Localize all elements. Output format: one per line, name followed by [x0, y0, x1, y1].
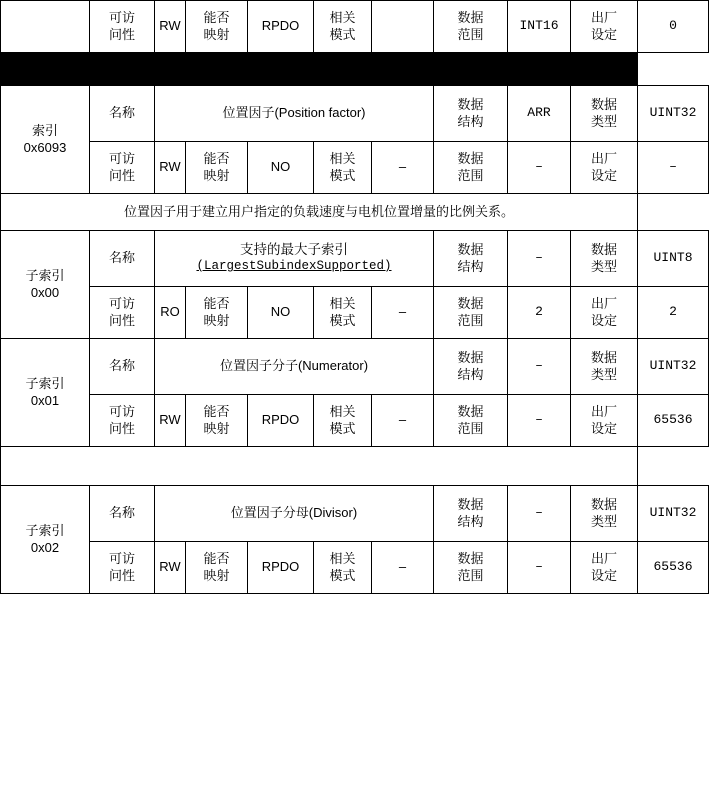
mappable-label-line1: 能否 [203, 404, 230, 420]
data-range-label-line2: 范围 [457, 420, 484, 436]
related-mode-label [314, 542, 372, 594]
mappable-label-line2: 映射 [203, 567, 230, 583]
data-structure-value: – [508, 339, 571, 395]
factory-value: 65536 [638, 542, 709, 594]
mappable-label-line2: 映射 [203, 26, 230, 42]
related-mode-label [314, 287, 372, 339]
table-row-name [1, 231, 709, 287]
data-range-label [434, 1, 508, 53]
data-range-label-line1: 数据 [457, 296, 484, 312]
table-row-name [1, 86, 709, 142]
factory-value: 2 [638, 287, 709, 339]
mappable-label-line2: 映射 [203, 420, 230, 436]
access-label-line1: 可访 [108, 551, 135, 567]
related-mode-value: – [372, 287, 434, 339]
mappable-label-line1: 能否 [203, 296, 230, 312]
data-range-label-line1: 数据 [457, 404, 484, 420]
data-range-label-line1: 数据 [457, 151, 484, 167]
mappable-label [186, 142, 248, 194]
index-cell-line2: 0x01 [30, 392, 60, 408]
access-value: RW [155, 142, 186, 194]
table-row-access [1, 1, 709, 53]
factory-label-line1: 出厂 [590, 551, 617, 567]
related-mode-value: – [372, 542, 434, 594]
name-label: 名称 [90, 339, 155, 395]
factory-label-line2: 设定 [590, 26, 617, 42]
index-cell-line1: 子索引 [25, 523, 65, 539]
mappable-label [186, 395, 248, 447]
index-cell [1, 486, 90, 594]
data-range-value: – [508, 142, 571, 194]
access-label-line2: 问性 [108, 567, 135, 583]
factory-label [571, 542, 638, 594]
factory-value: – [638, 142, 709, 194]
mappable-label-line1: 能否 [203, 151, 230, 167]
data-structure-value: – [508, 231, 571, 287]
index-cell [1, 231, 90, 339]
data-type-label [571, 86, 638, 142]
data-structure-label-line1: 数据 [457, 242, 484, 258]
related-mode-label-line2: 模式 [329, 312, 356, 328]
name-label: 名称 [90, 231, 155, 287]
related-mode-label [314, 395, 372, 447]
factory-label [571, 1, 638, 53]
data-type-label-line1: 数据 [590, 242, 617, 258]
index-cell [1, 1, 90, 53]
data-structure-value: – [508, 486, 571, 542]
index-cell-line2: 0x02 [30, 539, 60, 555]
factory-label [571, 287, 638, 339]
factory-label-line1: 出厂 [590, 296, 617, 312]
data-type-label-line2: 类型 [590, 513, 617, 529]
access-value: RW [155, 1, 186, 53]
data-structure-label [434, 486, 508, 542]
index-cell-line2: 0x6093 [23, 139, 67, 155]
factory-label-line1: 出厂 [590, 10, 617, 26]
factory-label-line1: 出厂 [590, 151, 617, 167]
related-mode-label-line2: 模式 [329, 26, 356, 42]
data-type-label-line2: 类型 [590, 366, 617, 382]
related-mode-value: – [372, 142, 434, 194]
mappable-label-line2: 映射 [203, 167, 230, 183]
name-value-cn: 支持的最大子索引 [240, 242, 348, 258]
mappable-label-line1: 能否 [203, 551, 230, 567]
access-label-line2: 问性 [108, 312, 135, 328]
related-mode-label-line1: 相关 [329, 151, 356, 167]
data-range-label [434, 542, 508, 594]
access-label-line2: 问性 [108, 26, 135, 42]
data-range-label [434, 142, 508, 194]
mappable-label-line2: 映射 [203, 312, 230, 328]
related-mode-label-line2: 模式 [329, 567, 356, 583]
data-structure-label-line2: 结构 [457, 513, 484, 529]
index-cell-line1: 索引 [31, 123, 58, 139]
access-value: RW [155, 542, 186, 594]
data-structure-label-line1: 数据 [457, 97, 484, 113]
related-mode-value: – [372, 395, 434, 447]
access-label-line1: 可访 [108, 10, 135, 26]
data-range-label [434, 287, 508, 339]
data-range-label-line2: 范围 [457, 26, 484, 42]
data-structure-label [434, 86, 508, 142]
name-label: 名称 [90, 86, 155, 142]
table-row-note [1, 194, 709, 231]
data-type-label-line2: 类型 [590, 113, 617, 129]
access-value: RO [155, 287, 186, 339]
name-value-en: (LargestSubindexSupported) [196, 259, 392, 274]
access-label-line2: 问性 [108, 420, 135, 436]
name-value [155, 231, 434, 287]
data-range-label [434, 395, 508, 447]
access-label-line1: 可访 [108, 404, 135, 420]
data-type-label [571, 231, 638, 287]
mappable-label [186, 287, 248, 339]
data-type-value: UINT32 [638, 339, 709, 395]
data-structure-value: ARR [508, 86, 571, 142]
related-mode-label-line1: 相关 [329, 296, 356, 312]
factory-label-line2: 设定 [590, 567, 617, 583]
data-type-label [571, 339, 638, 395]
note-text: 位置因子用于建立用户指定的负载速度与电机位置增量的比例关系。 [1, 194, 638, 231]
section-separator [1, 53, 709, 86]
data-type-label-line2: 类型 [590, 258, 617, 274]
related-mode-label [314, 1, 372, 53]
data-structure-label [434, 339, 508, 395]
factory-label [571, 142, 638, 194]
data-range-value: – [508, 395, 571, 447]
mappable-value: RPDO [248, 542, 314, 594]
index-cell [1, 339, 90, 447]
table-row-access [1, 542, 709, 594]
mappable-value: NO [248, 287, 314, 339]
related-mode-value [372, 1, 434, 53]
data-range-label-line2: 范围 [457, 167, 484, 183]
access-label [90, 395, 155, 447]
table-row-name [1, 339, 709, 395]
table-row-access [1, 142, 709, 194]
related-mode-label-line1: 相关 [329, 404, 356, 420]
data-type-value: UINT8 [638, 231, 709, 287]
access-label-line1: 可访 [108, 151, 135, 167]
data-type-label-line1: 数据 [590, 350, 617, 366]
index-cell [1, 86, 90, 194]
related-mode-label [314, 142, 372, 194]
data-range-value: 2 [508, 287, 571, 339]
name-value: 位置因子(Position factor) [155, 86, 434, 142]
data-range-value: – [508, 542, 571, 594]
data-type-value: UINT32 [638, 86, 709, 142]
related-mode-label-line2: 模式 [329, 167, 356, 183]
data-structure-label-line2: 结构 [457, 258, 484, 274]
blank-cell [1, 447, 638, 486]
data-structure-label-line1: 数据 [457, 350, 484, 366]
table-row-name [1, 486, 709, 542]
data-type-label [571, 486, 638, 542]
name-value: 位置因子分母(Divisor) [155, 486, 434, 542]
factory-label-line2: 设定 [590, 312, 617, 328]
factory-label-line2: 设定 [590, 167, 617, 183]
data-range-value: INT16 [508, 1, 571, 53]
data-type-value: UINT32 [638, 486, 709, 542]
mappable-label-line1: 能否 [203, 10, 230, 26]
mappable-label [186, 542, 248, 594]
related-mode-label-line1: 相关 [329, 551, 356, 567]
data-range-label-line2: 范围 [457, 567, 484, 583]
related-mode-label-line1: 相关 [329, 10, 356, 26]
factory-label [571, 395, 638, 447]
data-range-label-line1: 数据 [457, 551, 484, 567]
mappable-value: RPDO [248, 395, 314, 447]
index-cell-line2: 0x00 [30, 284, 60, 300]
access-label [90, 542, 155, 594]
factory-value: 65536 [638, 395, 709, 447]
name-value: 位置因子分子(Numerator) [155, 339, 434, 395]
name-label: 名称 [90, 486, 155, 542]
access-label [90, 142, 155, 194]
related-mode-label-line2: 模式 [329, 420, 356, 436]
access-label-line1: 可访 [108, 296, 135, 312]
factory-label-line2: 设定 [590, 420, 617, 436]
data-structure-label [434, 231, 508, 287]
data-range-label-line2: 范围 [457, 312, 484, 328]
mappable-value: RPDO [248, 1, 314, 53]
access-value: RW [155, 395, 186, 447]
data-structure-label-line1: 数据 [457, 497, 484, 513]
data-range-label-line1: 数据 [457, 10, 484, 26]
factory-value: 0 [638, 1, 709, 53]
index-cell-line1: 子索引 [25, 268, 65, 284]
index-cell-line1: 子索引 [25, 376, 65, 392]
data-structure-label-line2: 结构 [457, 366, 484, 382]
data-structure-label-line2: 结构 [457, 113, 484, 129]
access-label-line2: 问性 [108, 167, 135, 183]
data-type-label-line1: 数据 [590, 497, 617, 513]
access-label [90, 287, 155, 339]
table-row-access [1, 287, 709, 339]
factory-label-line1: 出厂 [590, 404, 617, 420]
table-row-access [1, 395, 709, 447]
table-row-blank [1, 447, 709, 486]
access-label [90, 1, 155, 53]
section-separator-bar [1, 53, 638, 86]
mappable-value: NO [248, 142, 314, 194]
mappable-label [186, 1, 248, 53]
data-type-label-line1: 数据 [590, 97, 617, 113]
